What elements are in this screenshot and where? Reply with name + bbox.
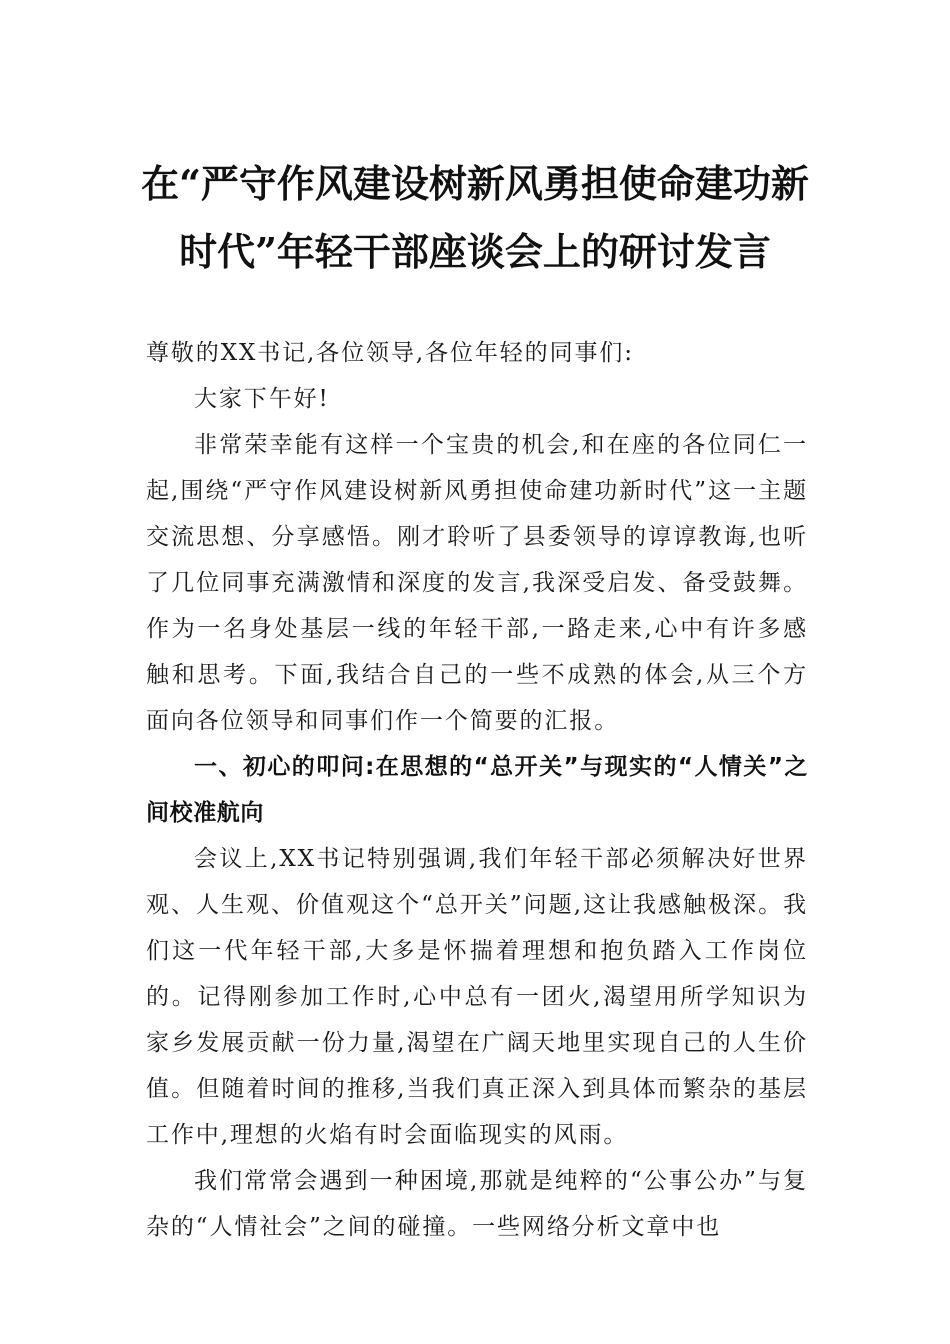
section1-paragraph-2: 我们常常会遇到一种困境,那就是纯粹的“公事公办”与复杂的“人情社会”之间的碰撞。一些网络分析文章中也 [146,1168,808,1240]
greeting: 大家下午好! [194,386,330,412]
document-title: 在“严守作风建设树新风勇担使命建功新时代”年轻干部座谈会上的研讨发言 [141,161,809,274]
section-heading-1: 一、初心的叩问:在思想的“总开关”与现实的“人情关”之间校准航向 [146,754,808,826]
section1-paragraph-1: 会议上,XX书记特别强调,我们年轻干部必须解决好世界观、人生观、价值观这个“总开关”问题,这让我感触极深。我们这一代年轻干部,大多是怀揣着理想和抱负踏入工作岗位的。记得刚参加工作时,心中总有一团火,渴望用所学知识为家乡发展贡献一份力量,渴望在广阔天地里实现自己的人生价值。但随着时间的推移,当我们真正深入到具体而繁杂的基层工作中,理想的火焰有时会面临现实的风雨。 [146,846,808,1148]
intro-paragraph: 非常荣幸能有这样一个宝贵的机会,和在座的各位同仁一起,围绕“严守作风建设树新风勇担使命建功新时代”这一主题交流思想、分享感悟。刚才聆听了县委领导的谆谆教诲,也听了几位同事充满激情和深度的发言,我深受启发、备受鼓舞。作为一名身处基层一线的年轻干部,一路走来,心中有许多感触和思考。下面,我结合自己的一些不成熟的体会,从三个方面向各位领导和同事们作一个简要的汇报。 [146,432,808,734]
salutation: 尊敬的XX书记,各位领导,各位年轻的同事们: [146,340,634,366]
document-body [146,330,808,1250]
